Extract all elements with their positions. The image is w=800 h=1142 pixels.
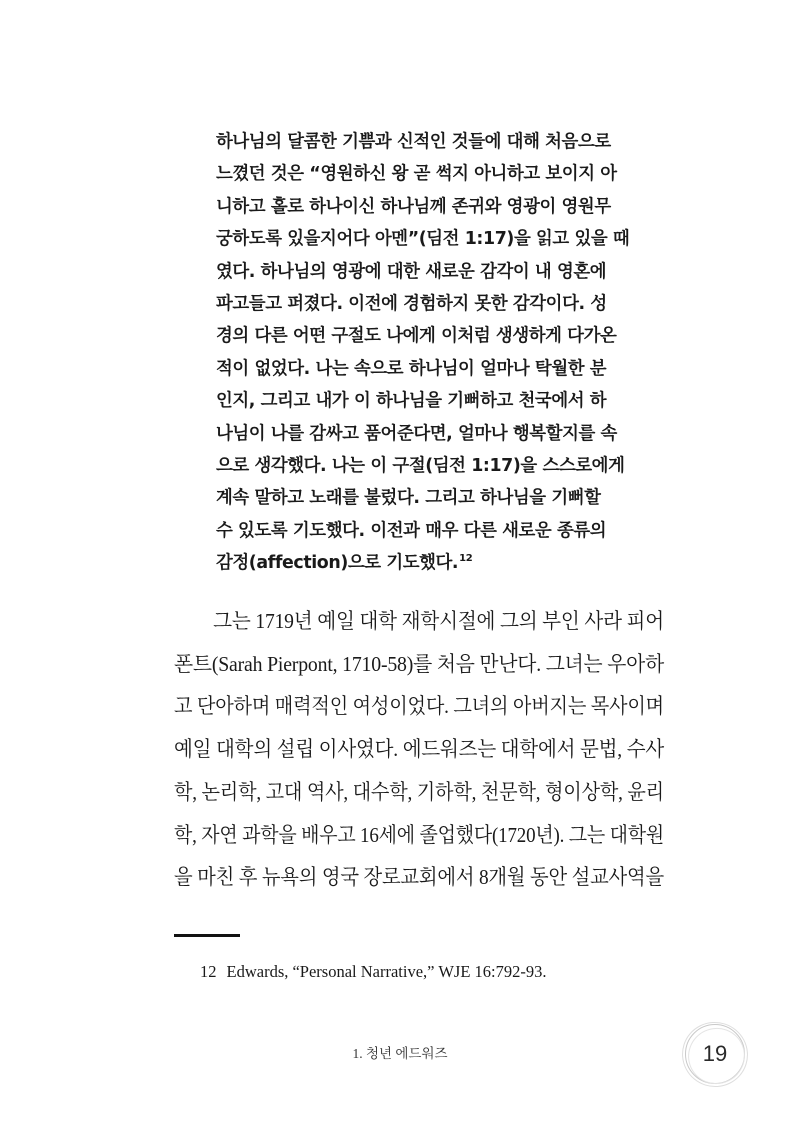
page-number: 19 (702, 1041, 728, 1066)
paragraph-line: 폰트(Sarah Pierpont, 1710-58)를 처음 만난다. 그녀는 우아하 (174, 651, 665, 676)
paragraph-line: 그는 1719년 예일 대학 재학시절에 그의 부인 사라 피어 (213, 609, 665, 633)
quote-line: 인지, 그리고 내가 이 하나님을 기뻐하고 천국에서 하 (216, 391, 607, 412)
block-quote (216, 126, 636, 580)
quote-line: 감정(affection)으로 기도했다. (216, 553, 459, 574)
running-footer-title: 1. 청년 에드워즈 (352, 1046, 448, 1061)
quote-line: 적이 없었다. 나는 속으로 하나님이 얼마나 탁월한 분 (216, 358, 607, 379)
quote-line: 하나님의 달콤한 기쁨과 신적인 것들에 대해 처음으로 (216, 132, 611, 152)
paragraph-line: 예일 대학의 설립 이사였다. 에드워즈는 대학에서 문법, 수사 (174, 737, 665, 762)
page-number-badge (685, 1024, 745, 1084)
footnote (200, 960, 546, 984)
quote-line: 으로 생각했다. 나는 이 구절(딤전 1:17)을 스스로에게 (216, 456, 625, 477)
quote-line: 였다. 하나님의 영광에 대한 새로운 감각이 내 영혼에 (216, 261, 607, 282)
quote-line: 계속 말하고 노래를 불렀다. 그리고 하나님을 기뻐할 (216, 488, 601, 509)
footnote-text: Edwards, “Personal Narrative,” WJE 16:792-93. (226, 962, 547, 981)
quote-line: 느꼈던 것은 “영원하신 왕 곧 썩지 아니하고 보이지 아 (216, 164, 617, 185)
quote-line: 수 있도록 기도했다. 이전과 매우 다른 새로운 종류의 (216, 520, 607, 541)
quote-line: 궁하도록 있을지어다 아멘”(딤전 1:17)을 읽고 있을 때 (216, 229, 630, 250)
quote-line: 나님이 나를 감싸고 품어준다면, 얼마나 행복할지를 속 (216, 423, 617, 444)
quote-line: 니하고 홀로 하나이신 하나님께 존귀와 영광이 영원무 (216, 196, 611, 217)
footnote-number: 12 (200, 962, 217, 981)
paragraph-line: 학, 논리학, 고대 역사, 대수학, 기하학, 천문학, 형이상학, 윤리 (174, 779, 664, 804)
quote-line: 파고들고 퍼졌다. 이전에 경험하지 못한 감각이다. 성 (216, 294, 607, 315)
footnote-divider (174, 934, 240, 937)
quote-line: 경의 다른 어떤 구절도 나에게 이처럼 생생하게 다가온 (216, 326, 617, 347)
paragraph-line: 고 단아하며 매력적인 여성이었다. 그녀의 아버지는 목사이며 (174, 694, 664, 719)
footnote-reference[interactable]: 12 (459, 553, 473, 565)
quote-last-line (216, 547, 636, 579)
paragraph-line: 을 마친 후 뉴욕의 영국 장로교회에서 8개월 동안 설교사역을 (174, 865, 664, 890)
body-paragraph (174, 600, 664, 899)
paragraph-line: 학, 자연 과학을 배우고 16세에 졸업했다(1720년). 그는 대학원 (174, 822, 665, 847)
